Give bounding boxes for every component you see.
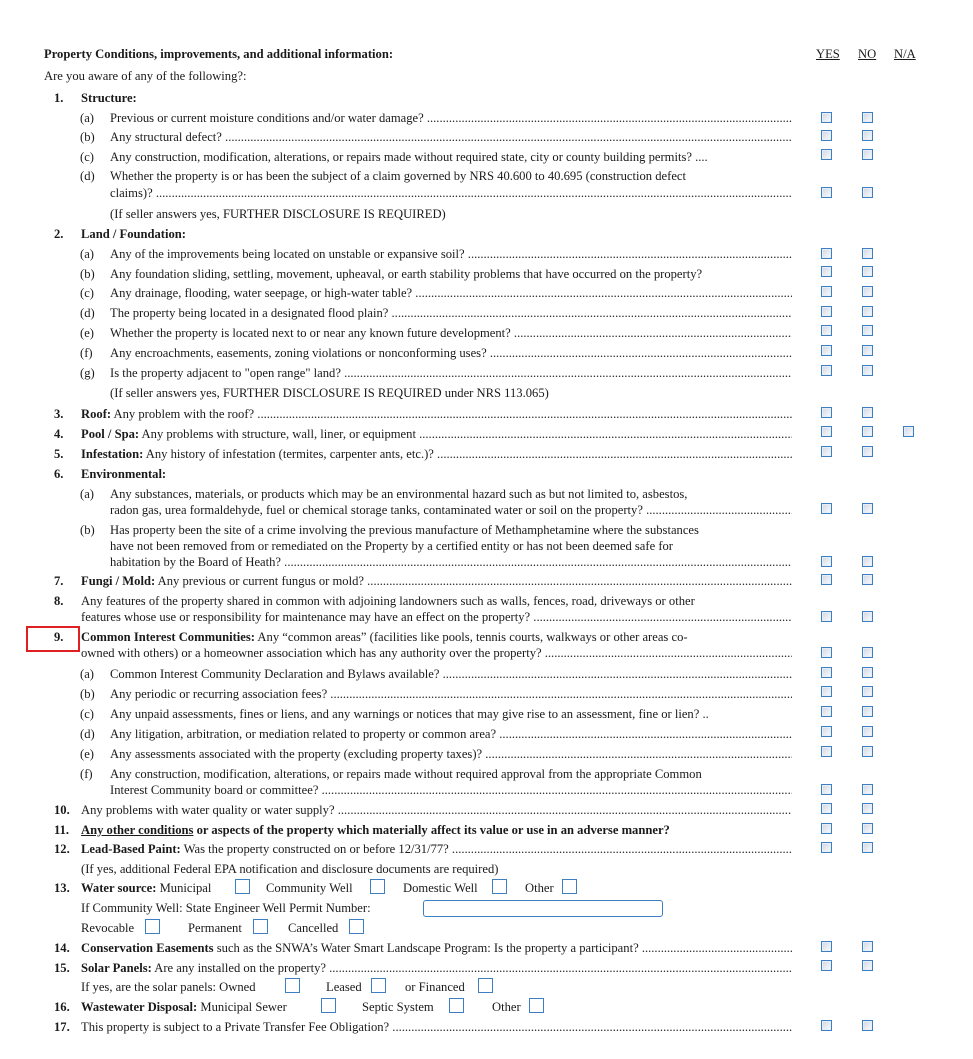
underlined-phrase: Any other conditions	[81, 823, 194, 837]
sub-letter: (a)	[80, 487, 94, 501]
checkbox-2g-no[interactable]	[862, 365, 873, 376]
checkbox-14-no[interactable]	[862, 941, 873, 952]
question-3	[81, 406, 792, 422]
checkbox-12-yes[interactable]	[821, 842, 832, 853]
checkbox-11-yes[interactable]	[821, 823, 832, 834]
question-text: Are you aware of any of the following?:	[44, 69, 247, 83]
question-6b-line2: have not been removed from or remediated on the Property by a certified entity or has not been deemed safe for	[110, 539, 674, 553]
question-text: Was the property constructed on or before 12/31/77?	[180, 842, 449, 856]
checkbox-permit-cancelled[interactable]	[349, 919, 364, 934]
question-9a: Common Interest Community Declaration and Bylaws available? .....	[110, 666, 792, 682]
checkbox-3-yes[interactable]	[821, 407, 832, 418]
checkbox-1b-yes[interactable]	[821, 130, 832, 141]
item-number: 2.	[54, 227, 64, 241]
option-label: Community Well	[266, 881, 353, 895]
checkbox-2e-yes[interactable]	[821, 325, 832, 336]
checkbox-15-yes[interactable]	[821, 960, 832, 971]
item-number: 17.	[54, 1020, 70, 1034]
question-2d: The property being located in a designated flood plain? .....	[110, 305, 792, 321]
option-label: Septic System	[362, 1000, 434, 1014]
item-number: 9.	[54, 630, 64, 644]
question-9b: Any periodic or recurring association fees? .....	[110, 686, 792, 702]
checkbox-14-yes[interactable]	[821, 941, 832, 952]
item-title-infestation: Infestation:	[81, 447, 144, 461]
question-8-line2: features whose use or responsibility for maintenance may have an effect on the property? .....	[81, 609, 792, 625]
item-title-common-interest: Common Interest Communities:	[81, 630, 255, 644]
item-number: 1.	[54, 91, 64, 105]
question-text: Any problems with structure, wall, liner, or equipment	[139, 427, 416, 441]
option-label: Municipal Sewer	[197, 1000, 287, 1014]
section-title: Property Conditions, improvements, and additional information:	[44, 47, 394, 61]
checkbox-9a-no[interactable]	[862, 667, 873, 678]
checkbox-2e-no[interactable]	[862, 325, 873, 336]
checkbox-2f-yes[interactable]	[821, 345, 832, 356]
question-2g: Is the property adjacent to "open range" land? .....	[110, 365, 792, 381]
question-14	[81, 940, 792, 956]
option-label: Cancelled	[288, 921, 339, 935]
item-number: 3.	[54, 407, 64, 421]
epa-note: (If yes, additional Federal EPA notification and disclosure documents are required)	[81, 862, 499, 876]
checkbox-15-no[interactable]	[862, 960, 873, 971]
item-number: 15.	[54, 961, 70, 975]
item-title-wastewater: Wastewater Disposal:	[81, 1000, 198, 1014]
option-label: Revocable	[81, 921, 135, 935]
question-6b-line1: Has property been the site of a crime involving the previous manufacture of Methamphetamine where the substances	[110, 523, 699, 537]
question-6a-line2: radon gas, urea formaldehyde, fuel or chemical storage tanks, contaminated water or soil on the property? .....	[110, 502, 792, 518]
question-text: Any previous or current fungus or mold?	[155, 574, 364, 588]
question-4	[81, 426, 792, 442]
question-12	[81, 841, 792, 857]
checkbox-1a-yes[interactable]	[821, 112, 832, 123]
question-9c: Any unpaid assessments, fines or liens, and any warnings or notices that may give rise to an assessment, fine or lien? ..	[110, 707, 709, 721]
checkbox-9e-yes[interactable]	[821, 746, 832, 757]
checkbox-4-na[interactable]	[903, 426, 914, 437]
item-title-solar: Solar Panels:	[81, 961, 152, 975]
question-6a-line1: Any substances, materials, or products which may be an environmental hazard such as but not limited to, asbestos,	[110, 487, 688, 501]
question-text: such as the SNWA’s Water Smart Landscape Program: Is the property a participant?	[213, 941, 639, 955]
item-title-fungi: Fungi / Mold:	[81, 574, 156, 588]
checkbox-1d-no[interactable]	[862, 187, 873, 198]
question-6b-line3: habitation by the Board of Heath? .....	[110, 554, 792, 570]
checkbox-8-no[interactable]	[862, 611, 873, 622]
sub-letter: (b)	[80, 130, 95, 144]
checkbox-permit-permanent[interactable]	[253, 919, 268, 934]
col-no-header: NO	[858, 47, 877, 61]
checkbox-9-no[interactable]	[862, 647, 873, 658]
checkbox-9d-yes[interactable]	[821, 726, 832, 737]
permit-number-input[interactable]	[423, 900, 663, 917]
checkbox-solar-financed[interactable]	[478, 978, 493, 993]
sub-letter: (c)	[80, 150, 94, 164]
option-label: Other	[525, 881, 554, 895]
question-9-line2: owned with others) or a homeowner association which has any authority over the property? .....	[81, 645, 792, 661]
checkbox-10-no[interactable]	[862, 803, 873, 814]
item-number: 8.	[54, 594, 64, 608]
checkbox-4-yes[interactable]	[821, 426, 832, 437]
question-9f-line1: Any construction, modification, alterations, or repairs made without required approval from the appropriate Common	[110, 767, 702, 781]
checkbox-wastewater-municipal[interactable]	[321, 998, 336, 1013]
checkbox-1b-no[interactable]	[862, 130, 873, 141]
highlight-box	[26, 626, 80, 652]
checkbox-11-no[interactable]	[862, 823, 873, 834]
question-text: Any history of infestation (termites, carpenter ants, etc.)?	[143, 447, 434, 461]
question-9-line1	[81, 629, 688, 645]
item-title-pool: Pool / Spa:	[81, 427, 140, 441]
question-text: Any “common areas” (facilities like pools, tennis courts, walkways or other areas co-	[254, 630, 688, 644]
col-na-header: N/A	[894, 47, 916, 61]
checkbox-7-no[interactable]	[862, 574, 873, 585]
question-1c: Any construction, modification, alterations, or repairs made without required state, city or county building permits? ....	[110, 150, 708, 164]
checkbox-2f-no[interactable]	[862, 345, 873, 356]
option-label: Other	[492, 1000, 521, 1014]
checkbox-3-no[interactable]	[862, 407, 873, 418]
sub-letter: (b)	[80, 687, 95, 701]
checkbox-water-domestic[interactable]	[492, 879, 507, 894]
question-2a: Any of the improvements being located on unstable or expansive soil? .....	[110, 246, 792, 262]
checkbox-2b-yes[interactable]	[821, 266, 832, 277]
sub-letter: (d)	[80, 727, 95, 741]
checkbox-wastewater-septic[interactable]	[449, 998, 464, 1013]
option-label: Domestic Well	[403, 881, 478, 895]
sub-letter: (d)	[80, 169, 95, 183]
item-number: 10.	[54, 803, 70, 817]
disclosure-note-1: (If seller answers yes, FURTHER DISCLOSURE IS REQUIRED)	[110, 207, 446, 221]
checkbox-6a-no[interactable]	[862, 503, 873, 514]
checkbox-4-no[interactable]	[862, 426, 873, 437]
question-10: Any problems with water quality or water supply? .....	[81, 802, 792, 818]
item-title-environmental: Environmental:	[81, 467, 167, 481]
question-1b: Any structural defect? .....	[110, 129, 792, 145]
col-yes-header: YES	[816, 47, 840, 61]
question-2e: Whether the property is located next to or near any known future development? .....	[110, 325, 792, 341]
item-number: 14.	[54, 941, 70, 955]
checkbox-8-yes[interactable]	[821, 611, 832, 622]
question-15	[81, 960, 792, 976]
checkbox-2b-no[interactable]	[862, 266, 873, 277]
checkbox-2a-yes[interactable]	[821, 248, 832, 259]
question-9e: Any assessments associated with the property (excluding property taxes)? .....	[110, 746, 792, 762]
item-number: 11.	[54, 823, 70, 837]
checkbox-permit-revocable[interactable]	[145, 919, 160, 934]
sub-letter: (f)	[80, 346, 93, 360]
question-5	[81, 446, 792, 462]
checkbox-6b-no[interactable]	[862, 556, 873, 567]
checkbox-9c-no[interactable]	[862, 706, 873, 717]
sub-letter: (b)	[80, 523, 95, 537]
checkbox-9a-yes[interactable]	[821, 667, 832, 678]
item-number: 4.	[54, 427, 64, 441]
checkbox-6b-yes[interactable]	[821, 556, 832, 567]
item-number: 16.	[54, 1000, 70, 1014]
sub-letter: (a)	[80, 111, 94, 125]
checkbox-9c-yes[interactable]	[821, 706, 832, 717]
checkbox-9f-yes[interactable]	[821, 784, 832, 795]
checkbox-water-community[interactable]	[370, 879, 385, 894]
option-label: Municipal	[156, 881, 212, 895]
permit-label: If Community Well: State Engineer Well Permit Number:	[81, 901, 371, 915]
checkbox-solar-owned[interactable]	[285, 978, 300, 993]
item-number: 6.	[54, 467, 64, 481]
sub-letter: (a)	[80, 667, 94, 681]
water-source-label	[81, 880, 211, 896]
checkbox-7-yes[interactable]	[821, 574, 832, 585]
checkbox-wastewater-other[interactable]	[529, 998, 544, 1013]
sub-letter: (g)	[80, 366, 95, 380]
question-text: or aspects of the property which materially affect its value or use in an adverse manner?	[193, 823, 670, 837]
checkbox-9b-yes[interactable]	[821, 686, 832, 697]
question-text: Any problem with the roof?	[111, 407, 255, 421]
checkbox-water-other[interactable]	[562, 879, 577, 894]
question-7	[81, 573, 792, 589]
question-1d-line1: Whether the property is or has been the subject of a claim governed by NRS 40.600 to 40.695 (construction defect	[110, 169, 687, 183]
option-label: Permanent	[188, 921, 242, 935]
checkbox-2d-yes[interactable]	[821, 306, 832, 317]
option-label: or Financed	[405, 980, 465, 994]
question-2c: Any drainage, flooding, water seepage, or high-water table? .....	[110, 285, 792, 301]
item-title-roof: Roof:	[81, 407, 112, 421]
checkbox-9b-no[interactable]	[862, 686, 873, 697]
checkbox-9e-no[interactable]	[862, 746, 873, 757]
item-title-lead: Lead-Based Paint:	[81, 842, 181, 856]
item-number: 13.	[54, 881, 70, 895]
checkbox-1d-yes[interactable]	[821, 187, 832, 198]
sub-letter: (e)	[80, 326, 94, 340]
question-9f-line2: Interest Community board or committee? .....	[110, 782, 792, 798]
item-title-water: Water source:	[81, 881, 157, 895]
checkbox-9-yes[interactable]	[821, 647, 832, 658]
item-number: 5.	[54, 447, 64, 461]
question-9d: Any litigation, arbitration, or mediation related to property or common area? .....	[110, 726, 792, 742]
question-text: Are any installed on the property?	[151, 961, 326, 975]
checkbox-2g-yes[interactable]	[821, 365, 832, 376]
checkbox-9d-no[interactable]	[862, 726, 873, 737]
question-17: This property is subject to a Private Transfer Fee Obligation? .....	[81, 1019, 792, 1035]
checkbox-12-no[interactable]	[862, 842, 873, 853]
question-1a: Previous or current moisture conditions and/or water damage? .....	[110, 110, 792, 126]
wastewater-label	[81, 999, 287, 1015]
checkbox-9f-no[interactable]	[862, 784, 873, 795]
checkbox-2d-no[interactable]	[862, 306, 873, 317]
item-title-structure: Structure:	[81, 91, 137, 105]
checkbox-17-no[interactable]	[862, 1020, 873, 1031]
question-1d-line2: claims)? .....	[110, 185, 792, 201]
solar-ownership-label: If yes, are the solar panels: Owned	[81, 980, 256, 994]
item-number: 7.	[54, 574, 64, 588]
option-label: Leased	[326, 980, 362, 994]
checkbox-1a-no[interactable]	[862, 112, 873, 123]
disclosure-note-2: (If seller answers yes, FURTHER DISCLOSURE IS REQUIRED under NRS 113.065)	[110, 386, 549, 400]
question-2b: Any foundation sliding, settling, movement, upheaval, or earth stability problems that have occurred on the property?	[110, 267, 703, 281]
sub-letter: (b)	[80, 267, 95, 281]
checkbox-5-yes[interactable]	[821, 446, 832, 457]
sub-letter: (e)	[80, 747, 94, 761]
checkbox-10-yes[interactable]	[821, 803, 832, 814]
item-title-conservation: Conservation Easements	[81, 941, 214, 955]
item-title-land: Land / Foundation:	[81, 227, 186, 241]
checkbox-solar-leased[interactable]	[371, 978, 386, 993]
question-8-line1: Any features of the property shared in common with adjoining landowners such as walls, fences, road, driveways or other	[81, 594, 695, 608]
checkbox-6a-yes[interactable]	[821, 503, 832, 514]
sub-letter: (d)	[80, 306, 95, 320]
sub-letter: (c)	[80, 707, 94, 721]
checkbox-5-no[interactable]	[862, 446, 873, 457]
item-number: 12.	[54, 842, 70, 856]
question-2f: Any encroachments, easements, zoning violations or nonconforming uses? .....	[110, 345, 792, 361]
checkbox-1c-no[interactable]	[862, 149, 873, 160]
checkbox-2c-yes[interactable]	[821, 286, 832, 297]
sub-letter: (c)	[80, 286, 94, 300]
question-11	[81, 822, 670, 838]
checkbox-17-yes[interactable]	[821, 1020, 832, 1031]
sub-letter: (a)	[80, 247, 94, 261]
sub-letter: (f)	[80, 767, 93, 781]
checkbox-2a-no[interactable]	[862, 248, 873, 259]
checkbox-water-municipal[interactable]	[235, 879, 250, 894]
checkbox-1c-yes[interactable]	[821, 149, 832, 160]
checkbox-2c-no[interactable]	[862, 286, 873, 297]
